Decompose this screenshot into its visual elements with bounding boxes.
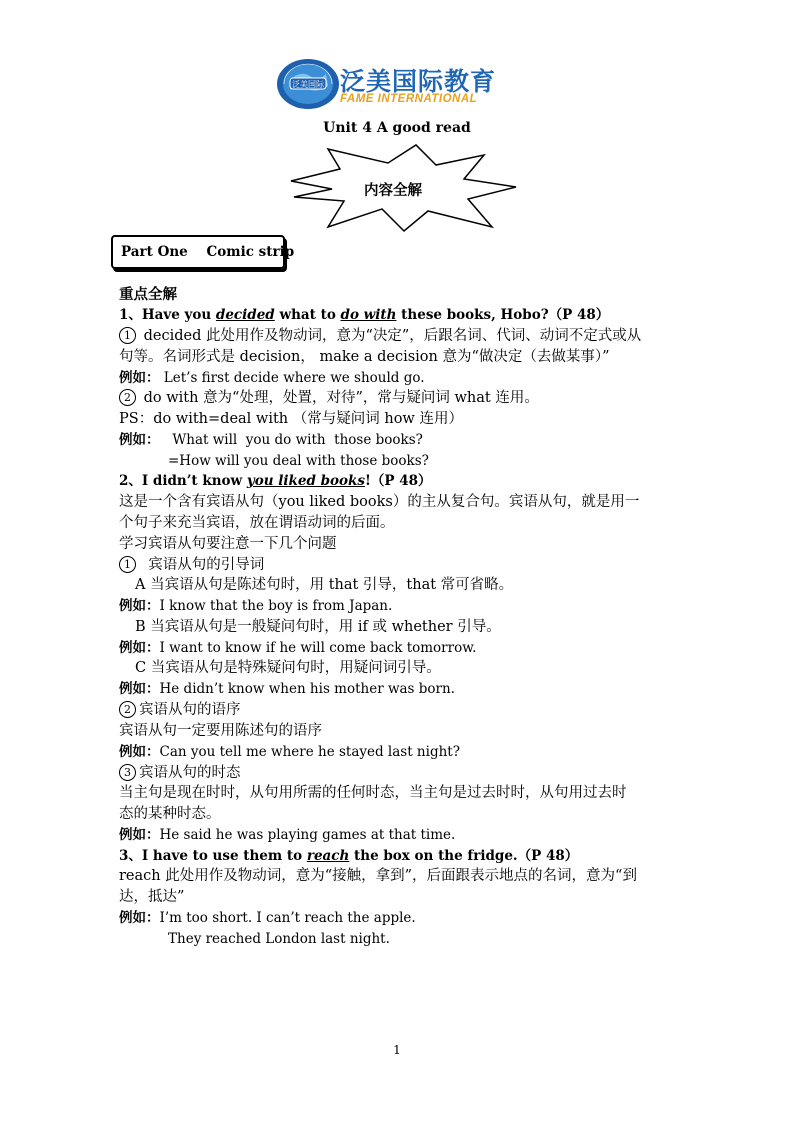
item-2-sub-3: 3 宾语从句的时态: [119, 763, 241, 783]
section-heading: 重点全解: [119, 286, 177, 303]
item-2-text-1: 这是一个含有宾语从句（you liked books）的主从复合句。宾语从句，就是用一: [119, 494, 640, 510]
item-2-text-3: 学习宾语从句要注意一下几个问题: [119, 536, 337, 552]
page-number: 1: [393, 1043, 401, 1057]
globe-logo-icon: [276, 58, 340, 110]
item-2-sub-3-text-1: 当主句是现在时时，从句用所需的任何时态，当主句是过去时时，从句用过去时: [119, 785, 627, 801]
item-1-heading: 1、Have you decided what to do with these books, Hobo?（P 48）: [119, 307, 610, 323]
part-label: Part One Comic strip: [121, 244, 295, 260]
item-3-text-2: 达，抵达”: [119, 889, 185, 905]
item-2-rule-b: B 当宾语从句是一般疑问句时，用 if 或 whether 引导。: [135, 619, 501, 635]
example-3: 例如：I know that the boy is from Japan.: [119, 598, 393, 614]
item-1-point-1-cont: 句等。名词形式是 decision， make a decision 意为“做决定（去做某事）”: [119, 349, 610, 365]
example-5: 例如：He didn’t know when his mother was born.: [119, 681, 455, 697]
item-2-rule-c: C 当宾语从句是特殊疑问句时，用疑问词引导。: [135, 660, 441, 676]
example-8b: They reached London last night.: [168, 931, 390, 947]
item-2-sub-2-text: 宾语从句一定要用陈述句的语序: [119, 723, 322, 739]
item-2-rule-a: A 当宾语从句是陈述句时，用 that 引导，that 常可省略。: [135, 577, 514, 593]
item-1-point-1: 1 decided 此处用作及物动词，意为“决定”，后跟名词、代词、动词不定式或从: [119, 326, 641, 346]
example-4: 例如：I want to know if he will come back tomorrow.: [119, 640, 477, 656]
item-2-sub-3-text-2: 态的某种时态。: [119, 806, 221, 822]
item-2-heading: 2、I didn’t know you liked books!（P 48）: [119, 473, 432, 489]
unit-title: Unit 4 A good read: [323, 120, 471, 136]
item-3-heading: 3、I have to use them to reach the box on the fridge.（P 48）: [119, 848, 579, 864]
item-2-sub-2: 2 宾语从句的语序: [119, 700, 241, 720]
item-2-text-2: 个句子来充当宾语，放在谓语动词的后面。: [119, 515, 395, 531]
ps-note: PS：do with=deal with （常与疑问词 how 连用）: [119, 411, 463, 427]
example-6: 例如：Can you tell me where he stayed last night?: [119, 744, 460, 760]
item-3-text-1: reach 此处用作及物动词，意为“接触，拿到”，后面跟表示地点的名词，意为“到: [119, 868, 637, 884]
example-1: 例如： Let’s first decide where we should go.: [119, 370, 425, 386]
example-2a: 例如： What will you do with those books?: [119, 432, 423, 448]
example-8a: 例如：I’m too short. I can’t reach the apple.: [119, 910, 416, 926]
svg-text:泛美国际: 泛美国际: [292, 80, 324, 89]
logo-name-en: FAME INTERNATIONAL: [340, 93, 478, 105]
item-2-sub-1: 1 宾语从句的引导词: [119, 555, 264, 575]
logo-name-cn: 泛美国际教育: [340, 67, 497, 96]
banner-title: 内容全解: [364, 182, 422, 199]
item-1-point-2: 2 do with 意为“处理，处置，对待”，常与疑问词 what 连用。: [119, 388, 539, 408]
example-2b: =How will you deal with those books?: [168, 453, 429, 469]
example-7: 例如：He said he was playing games at that time.: [119, 827, 456, 843]
